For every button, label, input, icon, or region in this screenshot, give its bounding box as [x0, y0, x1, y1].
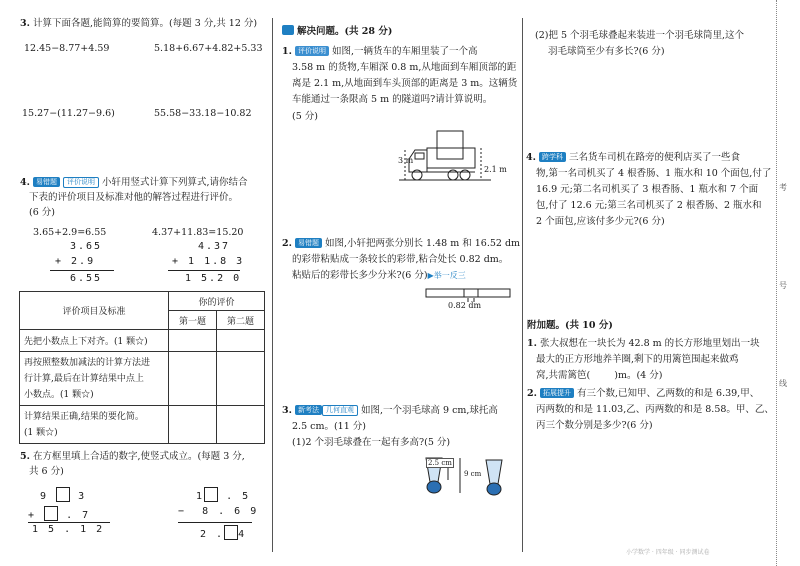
table-sub-1: 第一题: [169, 311, 217, 330]
vcalc1-c: 6.55: [70, 273, 103, 284]
c2q1-line2: 3.58 m 的货物,车厢深 0.8 m,从地面到车厢顶部的距: [292, 62, 517, 73]
badge-pingjia: 评价说明: [63, 177, 99, 188]
badge-yicuo: 易错题: [295, 238, 322, 248]
calc-2: 5.18+6.67+4.82+5.33: [154, 43, 263, 54]
b2-line2: 丙两数的和是 11.03,乙、丙两数的和是 8.58。甲、乙、: [536, 404, 774, 415]
badge-kuaxueke: 跨学科: [539, 152, 566, 162]
vcalc2-line: [168, 270, 240, 271]
puzzle2-row2: − 8 . 6 9: [178, 506, 259, 517]
vcalc1-line: [50, 270, 114, 271]
puzzle1-row2: + . 7: [28, 506, 90, 521]
c2q3-sub1: (1)2 个羽毛球叠在一起有多高?(5 分): [292, 437, 451, 448]
truck-label-left: 3 m: [398, 156, 414, 165]
c2q1-score: (5 分): [292, 111, 318, 122]
b2-line3: 丙三个数分别是多少?(6 分): [536, 420, 653, 431]
truck-label-right: 2.1 m: [484, 165, 507, 174]
digit-box[interactable]: [56, 487, 70, 502]
table-cell-answer[interactable]: [169, 406, 217, 444]
shuttlecock-icon: [486, 460, 502, 484]
c2q3-line1: 3. 新考法 几何直观 如图,一个羽毛球高 9 cm,球托高: [282, 405, 498, 416]
puzzle1-row1: 9 3: [40, 487, 86, 502]
calc-1: 12.45−8.77+4.59: [24, 43, 110, 54]
margin-char: 号: [779, 281, 787, 290]
q4-line2: 下表的评价项目及标准对他的解答过程进行评价。: [29, 192, 239, 203]
vcalc1-b: + 2.9: [55, 256, 96, 267]
c2q1-line3: 离是 2.1 m,从地面到车头顶部的距离是 3 m。这辆货: [292, 78, 518, 89]
related-link[interactable]: ▶举一反三: [427, 271, 466, 280]
c2q1-line4: 车能通过一条限高 5 m 的隧道吗?请计算说明。: [292, 94, 493, 105]
cargo-box: [437, 131, 463, 159]
badge-jihe: 几何直观: [322, 405, 358, 416]
q4-score: (6 分): [29, 207, 55, 218]
c3q3b-line2: 羽毛球筒至少有多长?(6 分): [548, 46, 665, 57]
c3q4-line1: 4. 跨学科 三名货车司机在路旁的便利店买了一些食: [526, 152, 740, 163]
badge-tuozhan: 拓展提升: [540, 388, 574, 398]
vcalc1-a: 3.65: [70, 241, 103, 252]
digit-box[interactable]: [44, 506, 58, 521]
section-header: 解决问题。(共 28 分): [282, 24, 392, 39]
q3-title: 3. 计算下面各题,能简算的要简算。(每题 3 分,共 12 分): [20, 18, 258, 29]
binding-line: [776, 0, 777, 566]
puzzle2-row3: 2 . 4: [200, 525, 246, 540]
bonus-title: 附加题。(共 10 分): [527, 320, 613, 331]
table-head-item: 评价项目及标准: [20, 292, 169, 330]
footer-text: 小学数学 · 四年级 · 同步测试卷: [626, 549, 710, 556]
puzzle2-line: [178, 522, 252, 523]
table-cell-answer[interactable]: [169, 330, 217, 352]
vcalc2-b: + 1 1.8 3: [172, 256, 245, 267]
table-head-eval: 你的评价: [169, 292, 265, 311]
table-cell-answer[interactable]: [217, 352, 265, 406]
table-row: 计算结果正确,结果的要化简。 (1 颗☆): [20, 406, 169, 444]
c2q2-line3: 粘贴后的彩带长多少分米?(6 分)▶举一反三: [292, 270, 466, 281]
table-cell-answer[interactable]: [217, 406, 265, 444]
section-icon: [282, 25, 294, 35]
b1-line3: 窝,共需篱笆( )m。(4 分): [536, 370, 663, 381]
b1-line2: 最大的正方形地养羊圈,剩下的用篱笆围起来做鸡: [536, 354, 739, 365]
table-row: 先把小数点上下对齐。(1 颗☆): [20, 330, 169, 352]
table-row: 再按照整数加减法的计算方法进 行计算,最后在计算结果中点上 小数点。(1 颗☆): [20, 352, 169, 406]
puzzle1-line: [28, 522, 110, 523]
truck-window: [415, 153, 424, 159]
c3q3b-line1: (2)把 5 个羽毛球叠起来装进一个羽毛球筒里,这个: [535, 30, 745, 41]
badge-pingjia: 评价说明: [295, 46, 329, 56]
truck-bed: [427, 148, 475, 168]
eq-1: 3.65+2.9=6.55: [33, 227, 107, 238]
ribbon-2: [464, 289, 510, 297]
c2q3-line2: 2.5 cm。(11 分): [292, 421, 366, 432]
c3q4-line3: 16.9 元;第二名司机买了 3 根香肠、1 瓶水和 7 个面: [536, 184, 759, 195]
shuttle-label-2: 9 cm: [464, 470, 482, 478]
c3q4-line2: 物,第一名司机买了 4 根香肠、1 瓶水和 10 个面包,付了: [536, 168, 772, 179]
q5-line2: 共 6 分): [29, 466, 64, 477]
c3q4-line5: 2 个面包,应该付多少元?(6 分): [536, 216, 665, 227]
calc-4: 55.58−33.18−10.82: [154, 108, 252, 119]
eq-2: 4.37+11.83=15.20: [152, 227, 244, 238]
digit-box[interactable]: [224, 525, 238, 540]
badge-xinkaofa: 新考法: [295, 405, 322, 415]
margin-char: 线: [779, 379, 787, 388]
shuttle-label-1: 2.5 cm: [428, 459, 452, 467]
q5-line1: 5. 在方框里填上合适的数字,使竖式成立。(每题 3 分,: [20, 451, 245, 462]
table-cell-answer[interactable]: [217, 330, 265, 352]
ribbon-label: 0.82 dm: [448, 301, 482, 310]
vcalc2-c: 1 5.2 0: [185, 273, 242, 284]
c3q4-line4: 包,付了 12.6 元;第三名司机买了 2 根香肠、2 瓶水和: [536, 200, 762, 211]
puzzle2-row1: 1 . 5: [196, 487, 250, 502]
c2q2-line2: 的彩带粘贴成一条较长的彩带,粘合处长 0.82 dm。: [292, 254, 509, 265]
badge-yicuo: 易错题: [33, 177, 60, 187]
b2-line1: 2. 拓展提升 有三个数,已知甲、乙两数的和是 6.39,甲、: [527, 388, 760, 399]
b1-line1: 1. 张大叔想在一块长为 42.8 m 的长方形地里划出一块: [527, 338, 760, 349]
ribbon-1: [426, 289, 478, 297]
table-sub-2: 第二题: [217, 311, 265, 330]
c2q2-line1: 2. 易错题 如图,小轩把两张分别长 1.48 m 和 16.52 dm: [282, 238, 521, 249]
evaluation-table: [19, 291, 265, 444]
c2q1-line1: 1. 评价说明 如图,一辆货车的车厢里装了一个高: [282, 46, 478, 57]
puzzle1-row3: 1 5 . 1 2: [32, 524, 105, 535]
margin-char: 考: [779, 183, 787, 192]
calc-3: 15.27−(11.27−9.6): [22, 108, 115, 119]
q4-line1: 4. 易错题 评价说明 小轩用竖式计算下列算式,请你结合: [20, 177, 248, 188]
digit-box[interactable]: [204, 487, 218, 502]
table-cell-answer[interactable]: [169, 352, 217, 406]
ribbon-figure: [424, 286, 514, 302]
vcalc2-a: 4.37: [198, 241, 231, 252]
